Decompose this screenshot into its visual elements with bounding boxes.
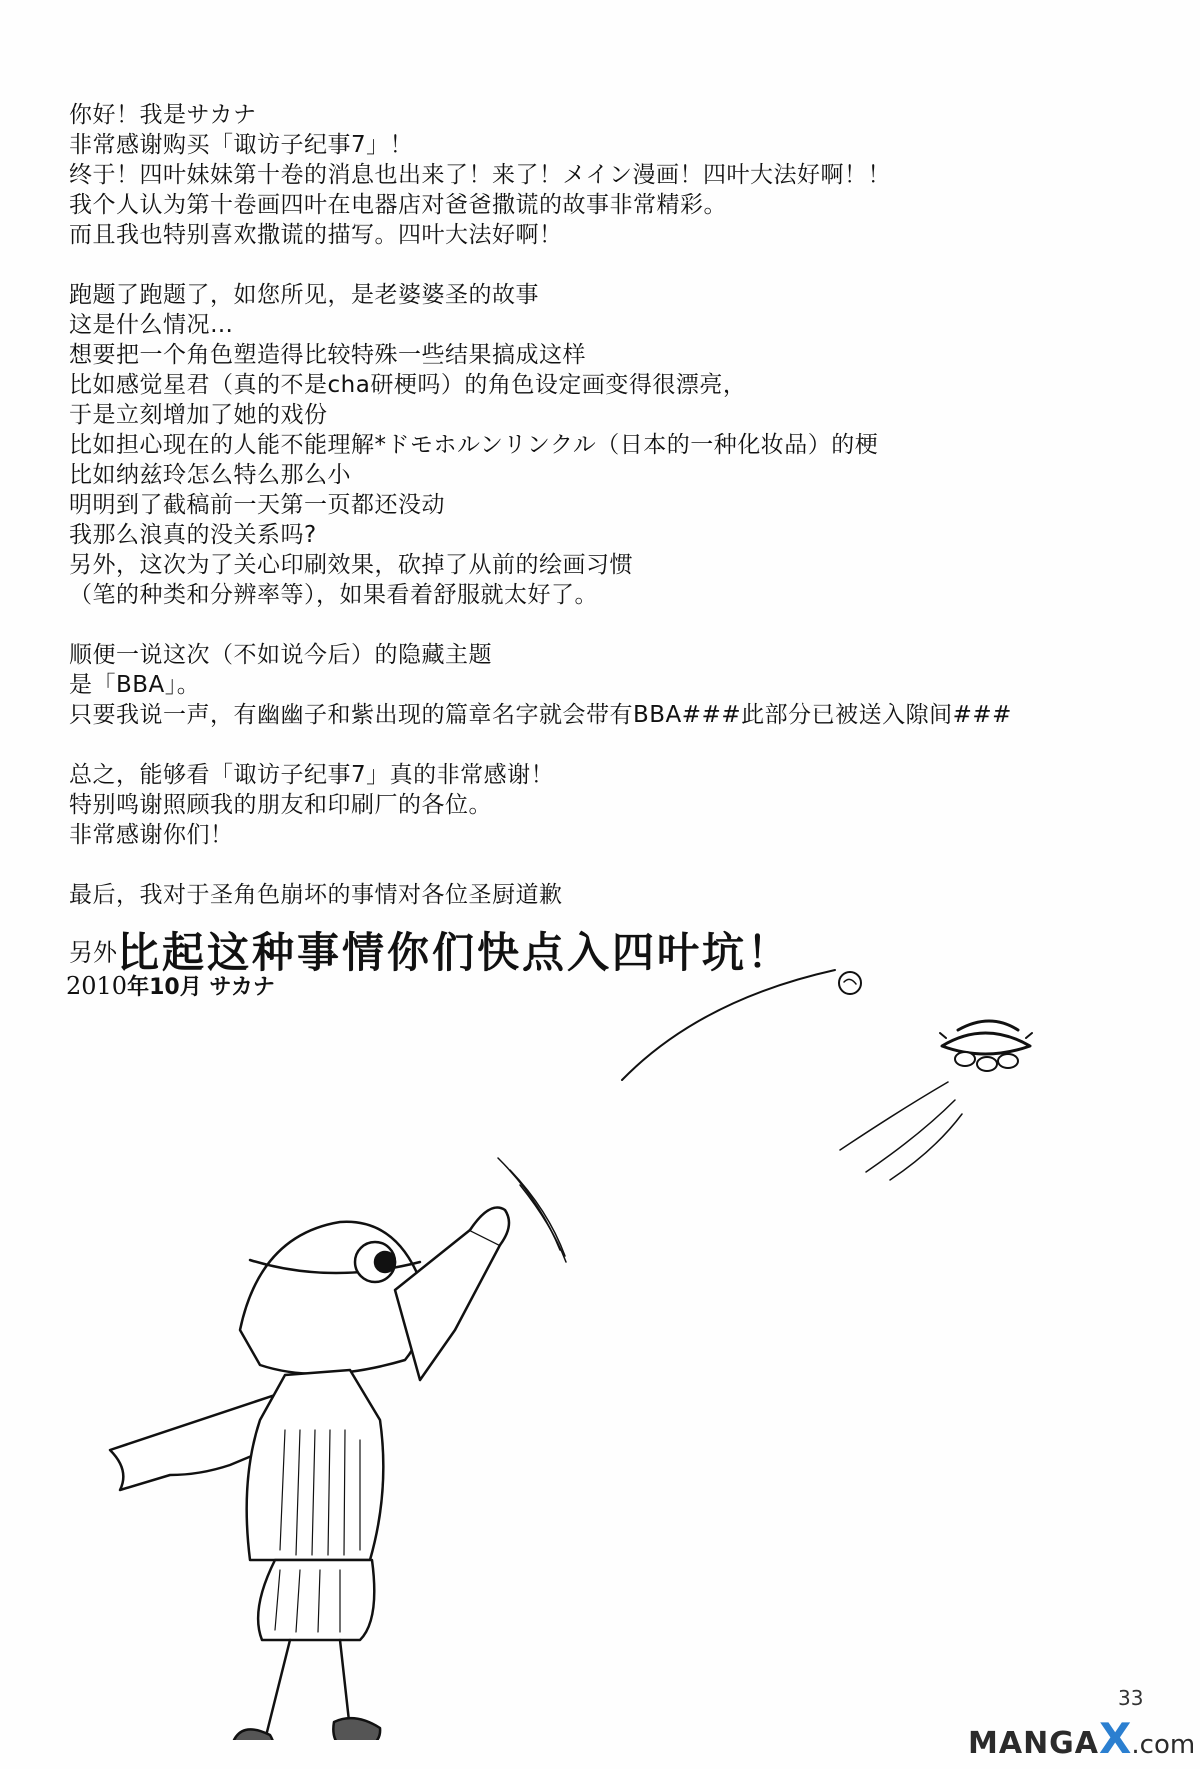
text-line: 总之，能够看「诹访子纪事7」真的非常感谢！ (69, 762, 555, 788)
text-line: 另外，这次为了关心印刷效果，砍掉了从前的绘画习惯 (69, 552, 633, 578)
watermark-logo (968, 1714, 1195, 1763)
text-line: 你好！我是サカナ (69, 102, 257, 128)
text-line: 这是什么情况… (69, 312, 234, 338)
watermark-com: .com (1131, 1730, 1196, 1760)
throw-trajectory (622, 970, 835, 1080)
text-line: 明明到了截稿前一天第一页都还没动 (69, 492, 445, 518)
closing-emphasis: 比起这种事情你们快点入四叶坑！ (117, 928, 793, 977)
text-line: 非常感谢你们！ (69, 822, 234, 848)
closing-prefix: 另外 (69, 938, 117, 967)
paragraph-gap (69, 730, 1069, 760)
text-line: 想要把一个角色塑造得比较特殊一些结果搞成这样 (69, 342, 586, 368)
text-line: 是「BBA」。 (69, 672, 201, 698)
paragraph-gap (69, 610, 1069, 640)
text-line: 顺便一说这次（不如说今后）的隐藏主题 (69, 642, 492, 668)
signature-year: 2010 (66, 972, 128, 1000)
text-line: 跑题了跑题了，如您所见，是老婆婆圣的故事 (69, 282, 539, 308)
text-line: 比如纳兹玲怎么特么那么小 (69, 462, 351, 488)
text-line: 于是立刻增加了她的戏份 (69, 402, 328, 428)
watermark-manga: MANGA (968, 1726, 1100, 1761)
illustration (0, 940, 1200, 1740)
paragraph-gap (69, 850, 1069, 880)
ufo-motion-lines (840, 1082, 962, 1180)
hand-motion-lines (498, 1158, 566, 1262)
afterword-text (69, 100, 1069, 910)
character-figure (110, 1208, 509, 1741)
ufo-icon (940, 1021, 1032, 1071)
text-line: 我个人认为第十卷画四叶在电器店对爸爸撒谎的故事非常精彩。 (69, 192, 727, 218)
page-number: 33 (1118, 1686, 1144, 1710)
signature-rest: 年10月 サカナ (127, 975, 275, 1000)
paragraph-gap (69, 250, 1069, 280)
text-line: 特别鸣谢照顾我的朋友和印刷厂的各位。 (69, 792, 492, 818)
text-line: 终于！四叶妹妹第十卷的消息也出来了！来了！メイン漫画！四叶大法好啊！！ (69, 162, 892, 188)
text-line: 我那么浪真的没关系吗? (69, 522, 317, 548)
text-line: （笔的种类和分辨率等），如果看着舒服就太好了。 (69, 582, 598, 608)
text-line: 只要我说一声，有幽幽子和紫出现的篇章名字就会带有BBA###此部分已被送入隙间### (69, 702, 1012, 728)
text-line: 比如感觉星君（真的不是cha研梗吗）的角色设定画变得很漂亮， (69, 372, 747, 398)
watermark-x: X (1099, 1714, 1132, 1763)
text-line: 非常感谢购买「诹访子纪事7」！ (69, 132, 414, 158)
text-line: 而且我也特别喜欢撒谎的描写。四叶大法好啊！ (69, 222, 563, 248)
text-line: 最后，我对于圣角色崩坏的事情对各位圣厨道歉 (69, 882, 563, 908)
text-line: 比如担心现在的人能不能理解*ドモホルンリンクル（日本的一种化妆品）的梗 (69, 432, 879, 458)
ball-icon (839, 972, 861, 994)
